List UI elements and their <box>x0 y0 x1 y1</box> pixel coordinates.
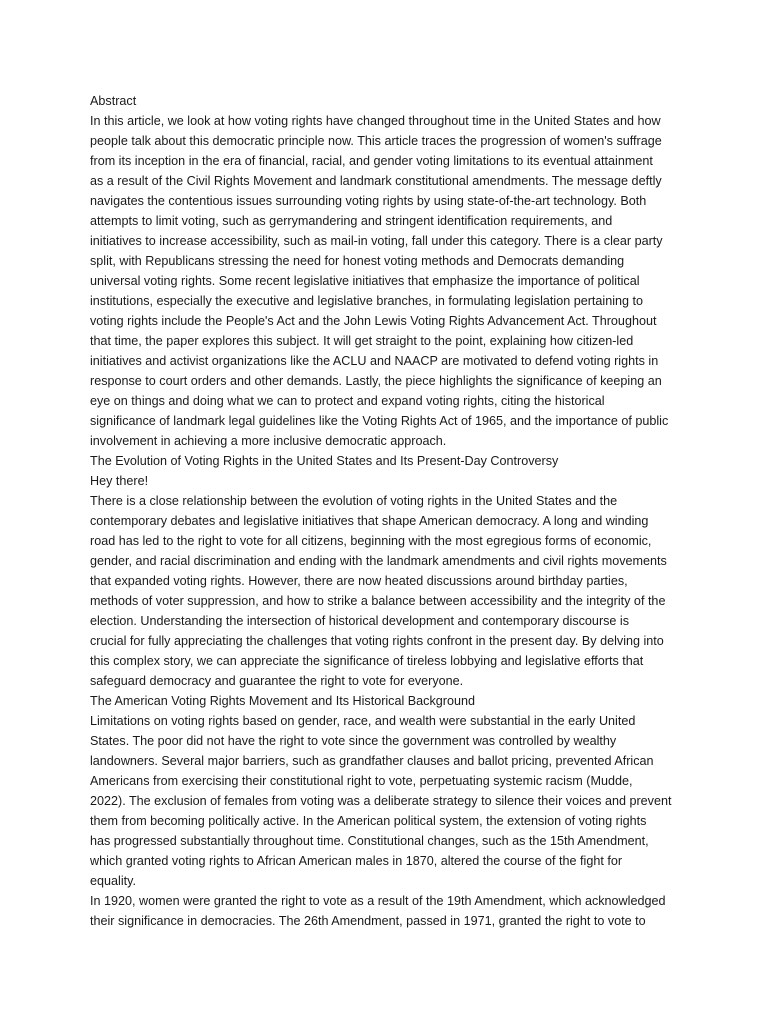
history-text-line: which granted voting rights to African American males in 1870, altered the course of the fight for <box>90 854 623 868</box>
history-text-line: States. The poor did not have the right to vote since the government was controlled by wealthy <box>90 734 617 748</box>
intro-text-line: this complex story, we can appreciate the significance of tireless lobbying and legislative efforts that <box>90 654 644 668</box>
abstract-text-line: In this article, we look at how voting rights have changed throughout time in the United States and how <box>90 114 661 128</box>
intro-text-line: There is a close relationship between the evolution of voting rights in the United States and the <box>90 494 618 508</box>
abstract-text-line: split, with Republicans stressing the need for honest voting methods and Democrats demanding <box>90 254 625 268</box>
history-text-line: them from becoming politically active. In the American political system, the extension of voting rights <box>90 814 647 828</box>
abstract-text-line: initiatives and activist organizations like the ACLU and NAACP are motivated to defend voting rights in <box>90 354 659 368</box>
intro-text-line: crucial for fully appreciating the challenges that voting rights confront in the present day. By delving into <box>90 634 664 648</box>
intro-text-line: methods of voter suppression, and how to strike a balance between accessibility and the integrity of the <box>90 594 666 608</box>
abstract-text-line: universal voting rights. Some recent legislative initiatives that emphasize the importance of political <box>90 274 640 288</box>
history-text-line: has progressed substantially throughout time. Constitutional changes, such as the 15th Amendment, <box>90 834 649 848</box>
abstract-text-line: navigates the contentious issues surrounding voting rights by using state-of-the-art technology. Both <box>90 194 647 208</box>
abstract-text-line: involvement in achieving a more inclusive democratic approach. <box>90 434 447 448</box>
history-text-line: Limitations on voting rights based on gender, race, and wealth were substantial in the early United <box>90 714 636 728</box>
history-text-line: landowners. Several major barriers, such as grandfather clauses and ballot pricing, prevented African <box>90 754 654 768</box>
abstract-text-line: from its inception in the era of financial, racial, and gender voting limitations to its eventual attainment <box>90 154 653 168</box>
abstract-heading: Abstract <box>90 94 137 108</box>
abstract-text-line: that time, the paper explores this subject. It will get straight to the point, explaining how citizen-led <box>90 334 634 348</box>
history-text-line: 2022). The exclusion of females from voting was a deliberate strategy to silence their voices and prevent <box>90 794 672 808</box>
abstract-text-line: attempts to limit voting, such as gerrymandering and stringent identification requirements, and <box>90 214 613 228</box>
history-text-line: Americans from exercising their constitutional right to vote, perpetuating systemic racism (Mudde, <box>90 774 633 788</box>
section-title: The Evolution of Voting Rights in the United States and Its Present-Day Controversy <box>90 454 559 468</box>
intro-text-line: election. Understanding the intersection of historical development and contemporary discourse is <box>90 614 630 628</box>
intro-text-line: safeguard democracy and guarantee the right to vote for everyone. <box>90 674 464 688</box>
amendments-text-line: their significance in democracies. The 26th Amendment, passed in 1971, granted the right to vote to <box>90 914 646 928</box>
history-text-line: equality. <box>90 874 136 888</box>
intro-text-line: gender, and racial discrimination and ending with the landmark amendments and civil rights movements <box>90 554 667 568</box>
section-heading: The American Voting Rights Movement and Its Historical Background <box>90 694 475 708</box>
abstract-text-line: institutions, especially the executive and legislative branches, in formulating legislation pertaining to <box>90 294 644 308</box>
intro-text-line: contemporary debates and legislative initiatives that shape American democracy. A long and winding <box>90 514 649 528</box>
intro-text-line: that expanded voting rights. However, there are now heated discussions around birthday parties, <box>90 574 628 588</box>
abstract-text-line: as a result of the Civil Rights Movement and landmark constitutional amendments. The message deftly <box>90 174 662 188</box>
intro-text-line: road has led to the right to vote for all citizens, beginning with the most egregious forms of economic, <box>90 534 652 548</box>
document-page <box>90 91 690 931</box>
amendments-text-line: In 1920, women were granted the right to vote as a result of the 19th Amendment, which acknowledged <box>90 894 666 908</box>
abstract-text-line: response to court orders and other demands. Lastly, the piece highlights the significance of keeping an <box>90 374 662 388</box>
abstract-text-line: voting rights include the People's Act and the John Lewis Voting Rights Advancement Act. Throughout <box>90 314 657 328</box>
abstract-text-line: people talk about this democratic principle now. This article traces the progression of women's suffrage <box>90 134 662 148</box>
abstract-text-line: eye on things and doing what we can to protect and expand voting rights, citing the historical <box>90 394 605 408</box>
abstract-text-line: significance of landmark legal guidelines like the Voting Rights Act of 1965, and the importance of public <box>90 414 669 428</box>
greeting-line: Hey there! <box>90 474 149 488</box>
abstract-text-line: initiatives to increase accessibility, such as mail-in voting, fall under this category. There is a clear party <box>90 234 663 248</box>
